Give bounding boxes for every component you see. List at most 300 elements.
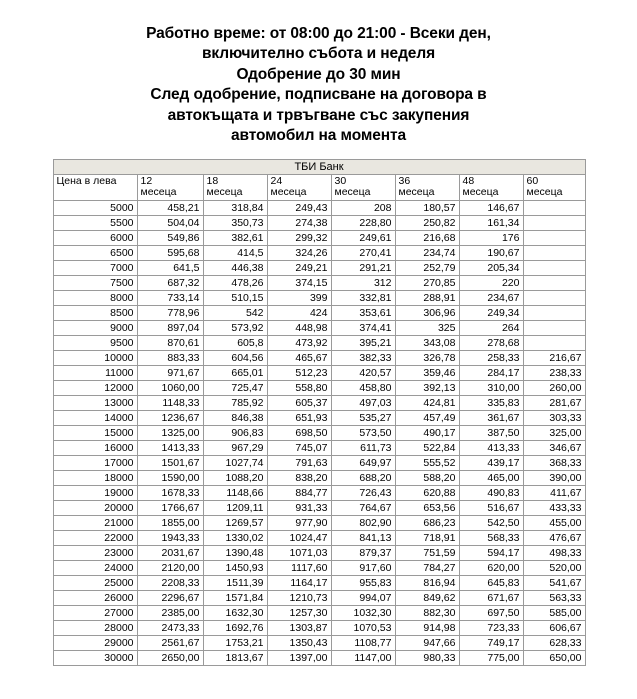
installment-cell: 439,17 — [459, 456, 523, 471]
price-cell: 24000 — [53, 561, 137, 576]
installment-cell: 180,57 — [395, 201, 459, 216]
installment-cell: 318,84 — [203, 201, 267, 216]
installment-cell: 595,68 — [137, 246, 203, 261]
installment-cell — [523, 261, 585, 276]
installment-cell: 573,50 — [331, 426, 395, 441]
installment-cell: 1236,67 — [137, 411, 203, 426]
installment-cell: 725,47 — [203, 381, 267, 396]
installment-cell: 2120,00 — [137, 561, 203, 576]
installment-cell: 542 — [203, 306, 267, 321]
installment-cell: 1450,93 — [203, 561, 267, 576]
installment-cell: 2650,00 — [137, 651, 203, 666]
installment-cell: 1148,33 — [137, 396, 203, 411]
installment-cell: 220 — [459, 276, 523, 291]
installment-cell: 541,67 — [523, 576, 585, 591]
installment-cell: 645,83 — [459, 576, 523, 591]
installment-cell: 535,27 — [331, 411, 395, 426]
installment-cell — [523, 246, 585, 261]
installment-cell: 749,17 — [459, 636, 523, 651]
installment-cell: 504,04 — [137, 216, 203, 231]
period-unit-60: месеца — [526, 186, 563, 199]
period-months-60: 60 — [526, 174, 539, 187]
installment-cell: 1766,67 — [137, 501, 203, 516]
installment-cell: 343,08 — [395, 336, 459, 351]
installment-cell: 841,13 — [331, 531, 395, 546]
installment-cell: 971,67 — [137, 366, 203, 381]
price-cell: 10000 — [53, 351, 137, 366]
installment-cell: 190,67 — [459, 246, 523, 261]
installment-cell: 1117,60 — [267, 561, 331, 576]
installment-cell: 299,32 — [267, 231, 331, 246]
installment-cell: 216,68 — [395, 231, 459, 246]
installment-cell: 1024,47 — [267, 531, 331, 546]
installment-cell: 726,43 — [331, 486, 395, 501]
rates-table-wrapper — [53, 159, 585, 667]
table-row — [53, 351, 585, 366]
installment-cell: 1590,00 — [137, 471, 203, 486]
installment-cell: 332,81 — [331, 291, 395, 306]
table-row — [53, 321, 585, 336]
installment-cell: 1571,84 — [203, 591, 267, 606]
installment-cell: 906,83 — [203, 426, 267, 441]
installment-cell: 1060,00 — [137, 381, 203, 396]
installment-cell: 879,37 — [331, 546, 395, 561]
price-cell: 26000 — [53, 591, 137, 606]
period-header-24 — [267, 174, 331, 201]
header-line-6: автомобил на момента — [230, 127, 407, 145]
installment-cell: 784,27 — [395, 561, 459, 576]
period-unit-30: месеца — [334, 186, 371, 199]
period-unit-12: месеца — [140, 186, 177, 199]
installment-cell: 687,32 — [137, 276, 203, 291]
installment-cell: 1678,33 — [137, 486, 203, 501]
period-unit-18: месеца — [206, 186, 243, 199]
bank-title-row — [53, 159, 585, 174]
installment-cell: 326,78 — [395, 351, 459, 366]
installment-cell: 671,67 — [459, 591, 523, 606]
installment-cell: 520,00 — [523, 561, 585, 576]
price-cell: 14000 — [53, 411, 137, 426]
period-months-30: 30 — [334, 174, 347, 187]
installment-cell: 395,21 — [331, 336, 395, 351]
installment-cell: 176 — [459, 231, 523, 246]
installment-cell: 697,50 — [459, 606, 523, 621]
installment-cell: 698,50 — [267, 426, 331, 441]
installment-cell: 802,90 — [331, 516, 395, 531]
installment-cell: 361,67 — [459, 411, 523, 426]
installment-cell: 382,33 — [331, 351, 395, 366]
table-row — [53, 441, 585, 456]
installment-cell: 1032,30 — [331, 606, 395, 621]
table-row — [53, 261, 585, 276]
header-line-5: автокъщата и трвъгване със закупения — [167, 106, 470, 124]
price-cell: 22000 — [53, 531, 137, 546]
period-unit-24: месеца — [270, 186, 307, 199]
installment-cell: 346,67 — [523, 441, 585, 456]
installment-cell: 585,00 — [523, 606, 585, 621]
price-cell: 8000 — [53, 291, 137, 306]
installment-cell: 884,77 — [267, 486, 331, 501]
installment-cell: 994,07 — [331, 591, 395, 606]
installment-cell: 281,67 — [523, 396, 585, 411]
period-months-48: 48 — [462, 174, 475, 187]
table-row — [53, 366, 585, 381]
bank-name: ТБИ Банк — [53, 159, 585, 174]
installment-cell: 324,26 — [267, 246, 331, 261]
table-row — [53, 621, 585, 636]
installment-cell: 458,21 — [137, 201, 203, 216]
header-line-3: Одобрение до 30 мин — [236, 65, 401, 83]
installment-cell: 473,92 — [267, 336, 331, 351]
installment-cell: 563,33 — [523, 591, 585, 606]
period-header-36 — [395, 174, 459, 201]
table-row — [53, 561, 585, 576]
installment-cell: 980,33 — [395, 651, 459, 666]
price-cell: 23000 — [53, 546, 137, 561]
installment-cell: 516,67 — [459, 501, 523, 516]
promo-header — [0, 0, 637, 153]
installment-cell: 1753,21 — [203, 636, 267, 651]
header-line-2: включително събота и неделя — [201, 45, 436, 63]
installment-cell: 359,46 — [395, 366, 459, 381]
installment-cell: 628,33 — [523, 636, 585, 651]
column-header-row — [53, 174, 585, 201]
period-header-30 — [331, 174, 395, 201]
installment-cell: 733,14 — [137, 291, 203, 306]
installment-cell: 653,56 — [395, 501, 459, 516]
period-header-48 — [459, 174, 523, 201]
installment-cell — [523, 216, 585, 231]
installment-cell: 238,33 — [523, 366, 585, 381]
table-row — [53, 306, 585, 321]
price-cell: 9500 — [53, 336, 137, 351]
installment-cell: 1855,00 — [137, 516, 203, 531]
installment-cell: 967,29 — [203, 441, 267, 456]
table-row — [53, 471, 585, 486]
table-row — [53, 336, 585, 351]
installment-cell: 325 — [395, 321, 459, 336]
installment-cell: 764,67 — [331, 501, 395, 516]
installment-cell: 455,00 — [523, 516, 585, 531]
installment-cell: 751,59 — [395, 546, 459, 561]
installment-cell: 374,41 — [331, 321, 395, 336]
price-cell: 9000 — [53, 321, 137, 336]
installment-cell: 542,50 — [459, 516, 523, 531]
price-cell: 8500 — [53, 306, 137, 321]
price-cell: 30000 — [53, 651, 137, 666]
installment-cell: 446,38 — [203, 261, 267, 276]
installment-cell: 2296,67 — [137, 591, 203, 606]
installment-cell: 522,84 — [395, 441, 459, 456]
period-months-24: 24 — [270, 174, 283, 187]
installment-cell: 448,98 — [267, 321, 331, 336]
installment-cell: 2031,67 — [137, 546, 203, 561]
price-cell: 15000 — [53, 426, 137, 441]
installment-cell: 250,82 — [395, 216, 459, 231]
installment-cell: 249,61 — [331, 231, 395, 246]
installment-cell: 2208,33 — [137, 576, 203, 591]
installment-cell: 387,50 — [459, 426, 523, 441]
installment-cell: 414,5 — [203, 246, 267, 261]
installment-cell: 745,07 — [267, 441, 331, 456]
installment-cell: 846,38 — [203, 411, 267, 426]
installment-cell: 1390,48 — [203, 546, 267, 561]
installment-cell: 146,67 — [459, 201, 523, 216]
installment-cell: 458,80 — [331, 381, 395, 396]
price-cell: 28000 — [53, 621, 137, 636]
installment-cell: 399 — [267, 291, 331, 306]
installment-cell: 641,5 — [137, 261, 203, 276]
table-row — [53, 531, 585, 546]
installment-cell: 882,30 — [395, 606, 459, 621]
installment-cell: 216,67 — [523, 351, 585, 366]
installment-cell: 284,17 — [459, 366, 523, 381]
table-row — [53, 246, 585, 261]
installment-cell: 498,33 — [523, 546, 585, 561]
installment-cell: 594,17 — [459, 546, 523, 561]
price-cell: 7500 — [53, 276, 137, 291]
table-row — [53, 426, 585, 441]
table-row — [53, 201, 585, 216]
table-row — [53, 411, 585, 426]
installment-cell: 785,92 — [203, 396, 267, 411]
installment-cell: 686,23 — [395, 516, 459, 531]
installment-cell: 278,68 — [459, 336, 523, 351]
installment-cell: 1501,67 — [137, 456, 203, 471]
installment-cell: 1632,30 — [203, 606, 267, 621]
installment-cell: 1511,39 — [203, 576, 267, 591]
installment-cell: 303,33 — [523, 411, 585, 426]
price-cell: 16000 — [53, 441, 137, 456]
installment-cell: 2473,33 — [137, 621, 203, 636]
installment-cell: 791,63 — [267, 456, 331, 471]
installment-cell: 368,33 — [523, 456, 585, 471]
installment-cell: 288,91 — [395, 291, 459, 306]
installment-cell: 620,88 — [395, 486, 459, 501]
installment-cell: 1209,11 — [203, 501, 267, 516]
installment-cell: 249,34 — [459, 306, 523, 321]
installment-cell: 1692,76 — [203, 621, 267, 636]
installment-cell: 849,62 — [395, 591, 459, 606]
period-header-12 — [137, 174, 203, 201]
installment-cell: 1027,74 — [203, 456, 267, 471]
installment-cell: 258,33 — [459, 351, 523, 366]
installment-cell: 2385,00 — [137, 606, 203, 621]
installment-cell: 838,20 — [267, 471, 331, 486]
installment-cell: 1350,43 — [267, 636, 331, 651]
installment-cell: 512,23 — [267, 366, 331, 381]
installment-cell: 611,73 — [331, 441, 395, 456]
installment-cell: 870,61 — [137, 336, 203, 351]
installment-cell — [523, 276, 585, 291]
table-row — [53, 216, 585, 231]
price-cell: 11000 — [53, 366, 137, 381]
installment-cell: 1330,02 — [203, 531, 267, 546]
installment-cell: 270,85 — [395, 276, 459, 291]
table-row — [53, 516, 585, 531]
installment-cell: 1303,87 — [267, 621, 331, 636]
installment-cell: 931,33 — [267, 501, 331, 516]
installment-cell: 208 — [331, 201, 395, 216]
period-unit-48: месеца — [462, 186, 499, 199]
installment-cell: 1257,30 — [267, 606, 331, 621]
installment-cell: 490,17 — [395, 426, 459, 441]
installment-cell: 604,56 — [203, 351, 267, 366]
installment-cell: 718,91 — [395, 531, 459, 546]
installment-cell: 234,74 — [395, 246, 459, 261]
installment-cell: 382,61 — [203, 231, 267, 246]
installment-cell: 1071,03 — [267, 546, 331, 561]
installment-cell: 914,98 — [395, 621, 459, 636]
installment-cell: 573,92 — [203, 321, 267, 336]
price-cell: 6000 — [53, 231, 137, 246]
installment-cell: 606,67 — [523, 621, 585, 636]
installment-cell: 490,83 — [459, 486, 523, 501]
installment-cell: 510,15 — [203, 291, 267, 306]
installment-cell: 252,79 — [395, 261, 459, 276]
installment-cell: 1148,66 — [203, 486, 267, 501]
installment-cell: 312 — [331, 276, 395, 291]
installment-cell: 665,01 — [203, 366, 267, 381]
installment-cell: 723,33 — [459, 621, 523, 636]
installment-cell: 274,38 — [267, 216, 331, 231]
installment-cell: 497,03 — [331, 396, 395, 411]
installment-cell: 476,67 — [523, 531, 585, 546]
price-cell: 29000 — [53, 636, 137, 651]
price-cell: 27000 — [53, 606, 137, 621]
installment-cell: 234,67 — [459, 291, 523, 306]
installment-cell: 260,00 — [523, 381, 585, 396]
installment-cell: 457,49 — [395, 411, 459, 426]
table-row — [53, 591, 585, 606]
table-row — [53, 576, 585, 591]
installment-cell: 568,33 — [459, 531, 523, 546]
period-months-36: 36 — [398, 174, 411, 187]
installment-cell: 353,61 — [331, 306, 395, 321]
table-row — [53, 546, 585, 561]
price-column-header: Цена в лева — [53, 174, 137, 201]
installment-cell: 651,93 — [267, 411, 331, 426]
installment-cell: 249,43 — [267, 201, 331, 216]
installment-cell: 1147,00 — [331, 651, 395, 666]
installment-cell — [523, 336, 585, 351]
installment-cell: 883,33 — [137, 351, 203, 366]
installment-cell: 249,21 — [267, 261, 331, 276]
table-row — [53, 231, 585, 246]
table-row — [53, 501, 585, 516]
header-line-4: След одобрение, подписване на договора в — [150, 86, 487, 104]
installment-cell: 778,96 — [137, 306, 203, 321]
table-row — [53, 291, 585, 306]
table-row — [53, 636, 585, 651]
table-row — [53, 276, 585, 291]
installment-cell: 392,13 — [395, 381, 459, 396]
installment-cell: 374,15 — [267, 276, 331, 291]
installment-cell: 264 — [459, 321, 523, 336]
price-cell: 18000 — [53, 471, 137, 486]
price-cell: 25000 — [53, 576, 137, 591]
installment-cell: 465,00 — [459, 471, 523, 486]
installment-cell: 1269,57 — [203, 516, 267, 531]
installment-cell: 325,00 — [523, 426, 585, 441]
price-cell: 12000 — [53, 381, 137, 396]
installment-cell: 588,20 — [395, 471, 459, 486]
installment-cell: 411,67 — [523, 486, 585, 501]
installment-cell: 1108,77 — [331, 636, 395, 651]
installment-cell: 350,73 — [203, 216, 267, 231]
installment-cell: 1325,00 — [137, 426, 203, 441]
installment-cell: 1210,73 — [267, 591, 331, 606]
installment-cell: 424,81 — [395, 396, 459, 411]
installment-cell: 558,80 — [267, 381, 331, 396]
period-header-18 — [203, 174, 267, 201]
price-cell: 6500 — [53, 246, 137, 261]
price-cell: 13000 — [53, 396, 137, 411]
installment-cell: 688,20 — [331, 471, 395, 486]
installment-cell: 649,97 — [331, 456, 395, 471]
table-body — [53, 159, 585, 666]
installment-cell: 291,21 — [331, 261, 395, 276]
installment-cell: 310,00 — [459, 381, 523, 396]
installment-rates-table — [53, 159, 586, 667]
installment-cell: 228,80 — [331, 216, 395, 231]
installment-cell: 650,00 — [523, 651, 585, 666]
installment-cell: 549,86 — [137, 231, 203, 246]
price-cell: 5500 — [53, 216, 137, 231]
installment-cell: 413,33 — [459, 441, 523, 456]
installment-cell: 161,34 — [459, 216, 523, 231]
installment-cell: 433,33 — [523, 501, 585, 516]
table-row — [53, 651, 585, 666]
price-cell: 19000 — [53, 486, 137, 501]
installment-cell: 775,00 — [459, 651, 523, 666]
installment-cell: 977,90 — [267, 516, 331, 531]
installment-cell: 205,34 — [459, 261, 523, 276]
installment-cell: 1397,00 — [267, 651, 331, 666]
installment-cell: 620,00 — [459, 561, 523, 576]
installment-cell: 478,26 — [203, 276, 267, 291]
installment-cell: 947,66 — [395, 636, 459, 651]
table-row — [53, 456, 585, 471]
installment-cell: 2561,67 — [137, 636, 203, 651]
price-cell: 17000 — [53, 456, 137, 471]
installment-cell: 955,83 — [331, 576, 395, 591]
table-row — [53, 486, 585, 501]
period-unit-36: месеца — [398, 186, 435, 199]
installment-cell: 917,60 — [331, 561, 395, 576]
installment-cell: 1943,33 — [137, 531, 203, 546]
installment-cell: 335,83 — [459, 396, 523, 411]
installment-cell — [523, 306, 585, 321]
installment-cell: 605,8 — [203, 336, 267, 351]
table-row — [53, 396, 585, 411]
installment-cell: 1088,20 — [203, 471, 267, 486]
installment-cell — [523, 201, 585, 216]
price-cell: 20000 — [53, 501, 137, 516]
installment-cell: 306,96 — [395, 306, 459, 321]
period-months-12: 12 — [140, 174, 153, 187]
header-line-1: Работно време: от 08:00 до 21:00 - Всеки ден, — [146, 25, 491, 42]
price-cell: 5000 — [53, 201, 137, 216]
installment-cell: 605,37 — [267, 396, 331, 411]
installment-cell — [523, 291, 585, 306]
installment-cell: 1413,33 — [137, 441, 203, 456]
installment-cell: 1070,53 — [331, 621, 395, 636]
installment-cell: 420,57 — [331, 366, 395, 381]
installment-cell: 897,04 — [137, 321, 203, 336]
installment-cell: 1164,17 — [267, 576, 331, 591]
period-months-18: 18 — [206, 174, 219, 187]
